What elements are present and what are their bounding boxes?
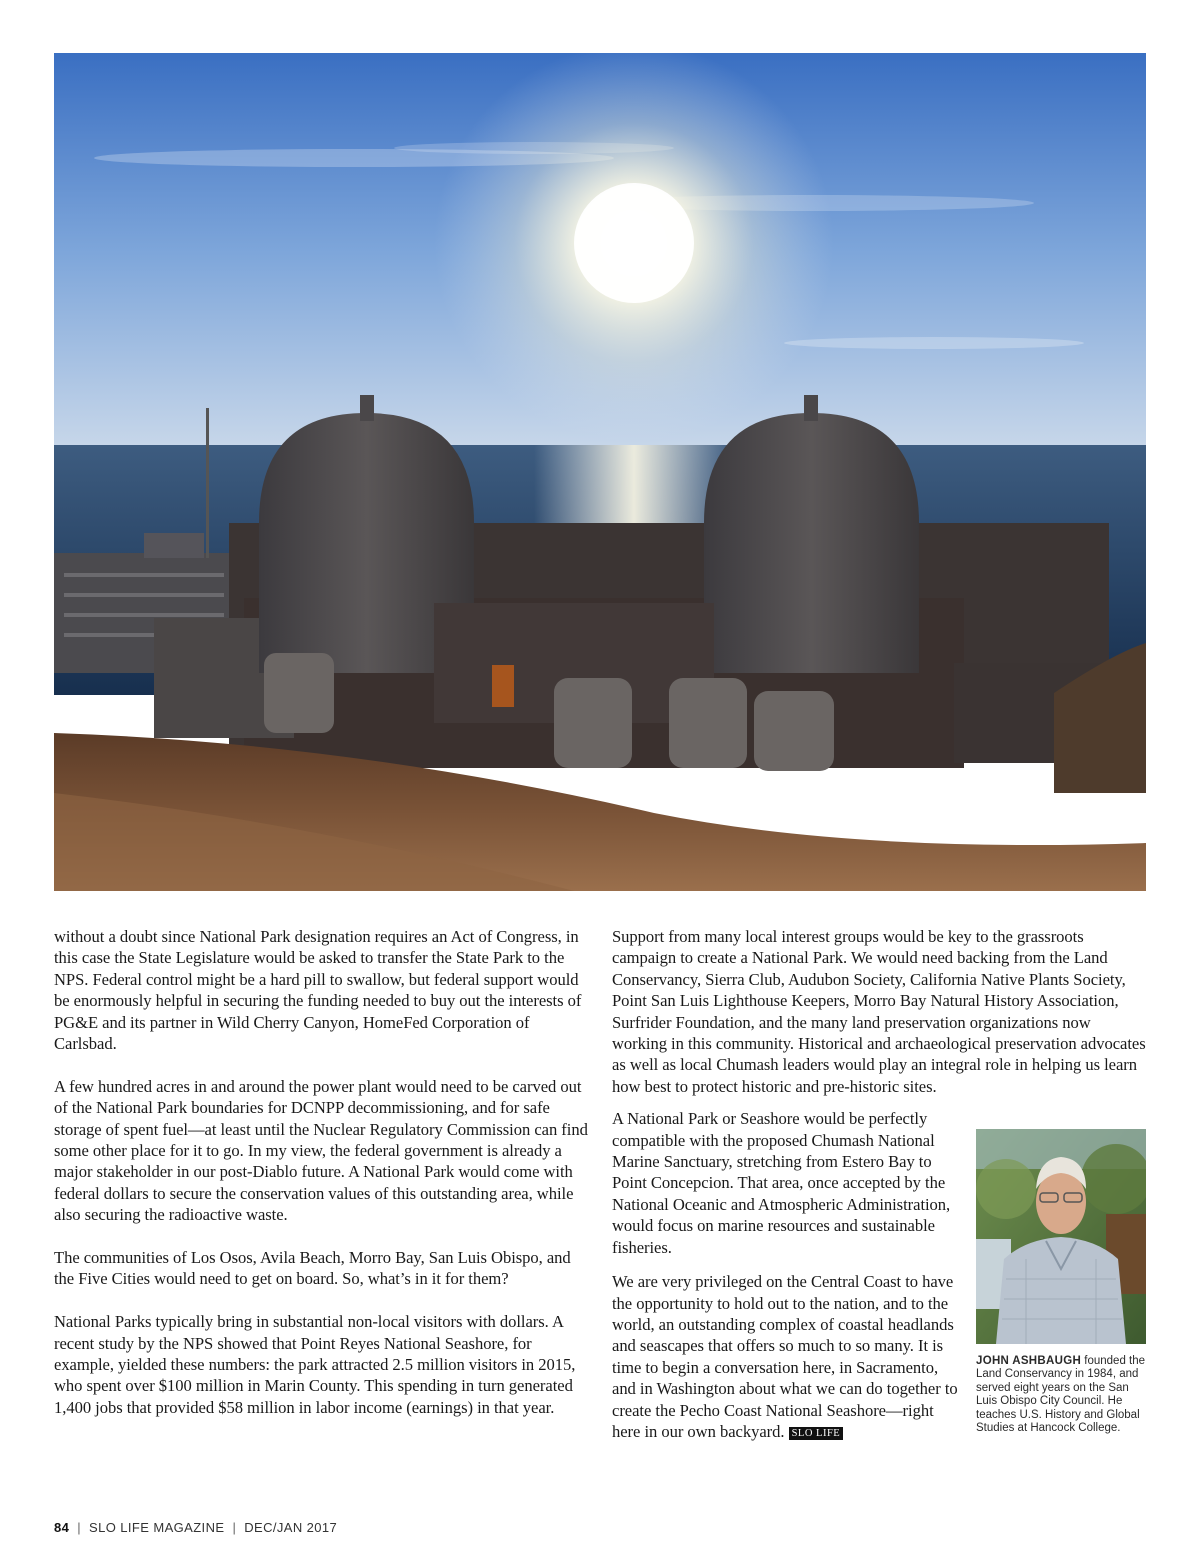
page-number: 84 bbox=[54, 1520, 70, 1535]
page-footer bbox=[54, 1520, 337, 1535]
author-bio: founded the Land Conservancy in 1984, and served eight years on the San Luis Obispo City Council. He teaches U.S. History and Global Studies at Hancock College. bbox=[976, 1355, 1146, 1435]
left-paragraph-2: A few hundred acres in and around the power plant would need to be carved out of the National Park boundaries for DCNPP decommissioning, and for safe storage of spent fuel—at least until the Nuclear Regulatory Commission can find some other place for it to go. In my view, the federal government is already a major stakeholder in our post-Diablo future. A National Park would come with federal dollars to secure the conservation values of this outstanding area, while also securing the radioactive waste. bbox=[54, 1076, 588, 1225]
issue-date: DEC/JAN 2017 bbox=[244, 1520, 338, 1535]
author-caption bbox=[976, 1355, 1148, 1435]
right-paragraph-3-text: We are very privileged on the Central Coast to have the opportunity to hold out to the nation, and to the world, an outstanding complex of coastal headlands and seascapes that offers so much to so many. It is time to begin a conversation here, in Sacramento, and in Washington about what we can do together to create the Pecho Coast National Seashore—right here in our own backyard. bbox=[612, 1272, 958, 1441]
left-column bbox=[54, 926, 590, 1418]
left-paragraph-3: The communities of Los Osos, Avila Beach, Morro Bay, San Luis Obispo, and the Five Cities would need to get on board. So, what’s in it for them? bbox=[54, 1248, 571, 1289]
footer-separator-1: | bbox=[77, 1520, 82, 1535]
author-portrait bbox=[976, 1129, 1146, 1344]
author-name: JOHN ASHBAUGH bbox=[976, 1355, 1082, 1367]
footer-separator-2: | bbox=[232, 1520, 237, 1535]
slo-life-end-mark: SLO LIFE bbox=[789, 1427, 844, 1440]
left-paragraph-1: without a doubt since National Park designation requires an Act of Congress, in this case the State Legislature would be asked to transfer the State Park to the NPS. Federal control might be a hard pill to swallow, but federal support would be enormously helpful in securing the funding needed to buy out the interests of PG&E and its partner in Wild Cherry Canyon, HomeFed Corporation of Carlsbad. bbox=[54, 927, 582, 1054]
power-plant-photo bbox=[54, 53, 1146, 891]
author-photo bbox=[976, 1129, 1146, 1344]
left-paragraph-4: National Parks typically bring in substantial non-local visitors with dollars. A recent study by the NPS showed that Point Reyes National Seashore, for example, yielded these numbers: the park attracted 2.5 million visitors in 2015, who spent over $100 million in Marin County. This spending in turn generated 1,400 jobs that provided $58 million in labor income (earnings) in that year. bbox=[54, 1312, 576, 1417]
right-paragraph-3 bbox=[612, 1271, 960, 1442]
right-paragraph-1: Support from many local interest groups would be key to the grassroots campaign to create a National Park. We would need backing from the Land Conservancy, Sierra Club, Audubon Society, California Native Plants Society, Point San Luis Lighthouse Keepers, Morro Bay Natural History Association, Surfrider Foundation, and the many land preservation organizations now working in this community. Historical and archaeological preservation advocates as well as local Chumash leaders would play an integral role in helping us learn how best to protect historic and pre-historic sites. bbox=[612, 927, 1146, 1096]
right-paragraph-2: A National Park or Seashore would be perfectly compatible with the proposed Chumash National Marine Sanctuary, stretching from Estero Bay to Point Concepcion. That area, once accepted by the National Oceanic and Atmospheric Administration, would focus on marine resources and sustainable fisheries. bbox=[612, 1109, 951, 1257]
hero-photo bbox=[54, 53, 1146, 891]
magazine-name: SLO LIFE MAGAZINE bbox=[89, 1520, 225, 1535]
